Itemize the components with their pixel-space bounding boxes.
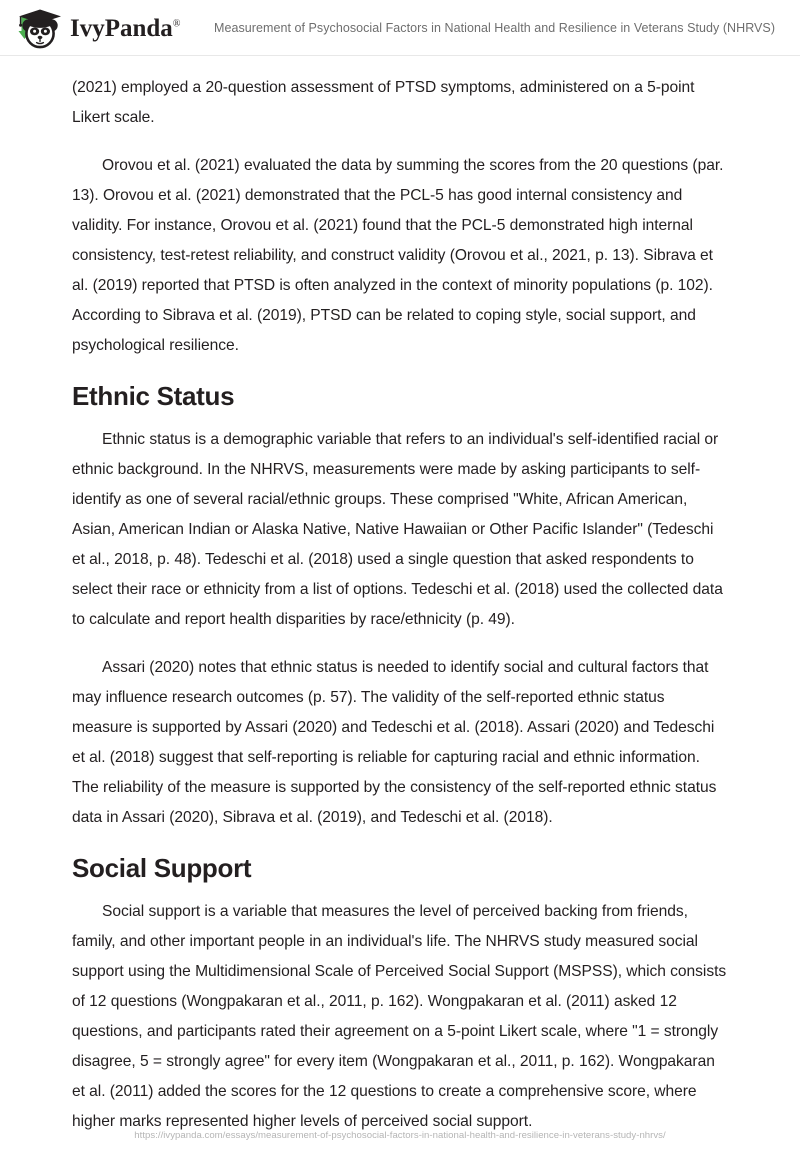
paragraph: Orovou et al. (2021) evaluated the data by summing the scores from the 20 questions (par. 13). Orovou et al. (2021) demonstrated that the PCL-5 has good internal consistency and validity. For instance, Orovou et al. (2021) found that the PCL-5 demonstrated high internal consistency, test-retest reliability, and construct validity (Orovou et al., 2021, p. 13). Sibrava et al. (2019) reported that PTSD is often analyzed in the context of minority populations (p. 102). According to Sibrava et al. (2019), PTSD can be related to coping style, social support, and psychological resilience.: [72, 157, 724, 354]
page-footer: [0, 1108, 800, 1160]
page-header: [0, 0, 800, 56]
paragraph: (2021) employed a 20-question assessment of PTSD symptoms, administered on a 5-point Likert scale.: [72, 79, 695, 126]
document-body: [0, 56, 800, 1155]
section-heading-social-support: Social Support: [72, 853, 252, 883]
document-content: [72, 56, 728, 1137]
header-inner: [0, 0, 800, 56]
brand-logo[interactable]: [14, 5, 200, 51]
source-url[interactable]: https://ivypanda.com/essays/measurement-of-psychosocial-factors-in-national-health-and-resilience-in-veterans-study-nhrvs/: [134, 1130, 666, 1141]
paragraph: Social support is a variable that measures the level of perceived backing from friends, family, and other important people in an individual's life. The NHRVS study measured social support using the Multidimensional Scale of Perceived Social Support (MSPSS), which consists of 12 questions (Wongpakaran et al., 2011, p. 162). Wongpakaran et al. (2011) asked 12 questions, and participants rated their agreement on a 5-point Likert scale, where "1 = strongly disagree, 5 = strongly agree" for every item (Wongpakaran et al., 2011, p. 162). Wongpakaran et al. (2011) added the scores for the 12 questions to create a comprehensive score, where higher marks represented higher levels of perceived social support.: [72, 903, 727, 1130]
page-title: Measurement of Psychosocial Factors in National Health and Resilience in Veterans Study (NHRVS): [214, 20, 776, 35]
section-heading-ethnic-status: Ethnic Status: [72, 381, 235, 411]
brand-name: [70, 16, 180, 41]
brand-name-text: IvyPanda: [70, 14, 173, 42]
paragraph: Assari (2020) notes that ethnic status is needed to identify social and cultural factors that may influence research outcomes (p. 57). The validity of the self-reported ethnic status measure is supported by Assari (2020) and Tedeschi et al. (2018). Assari (2020) and Tedeschi et al. (2018) suggest that self-reporting is reliable for capturing racial and ethnic information. The reliability of the measure is supported by the consistency of the self-reported ethnic status data in Assari (2020), Sibrava et al. (2019), and Tedeschi et al. (2018).: [72, 659, 717, 826]
brand-trademark: ®: [172, 18, 181, 30]
paragraph: Ethnic status is a demographic variable that refers to an individual's self-identified racial or ethnic background. In the NHRVS, measurements were made by asking participants to self-identify as one of several racial/ethnic groups. These comprised "White, African American, Asian, American Indian or Alaska Native, Native Hawaiian or Other Pacific Islander" (Tedeschi et al., 2018, p. 48). Tedeschi et al. (2018) used a single question that asked respondents to select their race or ethnicity from a list of options. Tedeschi et al. (2018) used the collected data to calculate and report health disparities by race/ethnicity (p. 49).: [72, 431, 723, 628]
panda-graduation-cap-icon: [14, 5, 66, 51]
